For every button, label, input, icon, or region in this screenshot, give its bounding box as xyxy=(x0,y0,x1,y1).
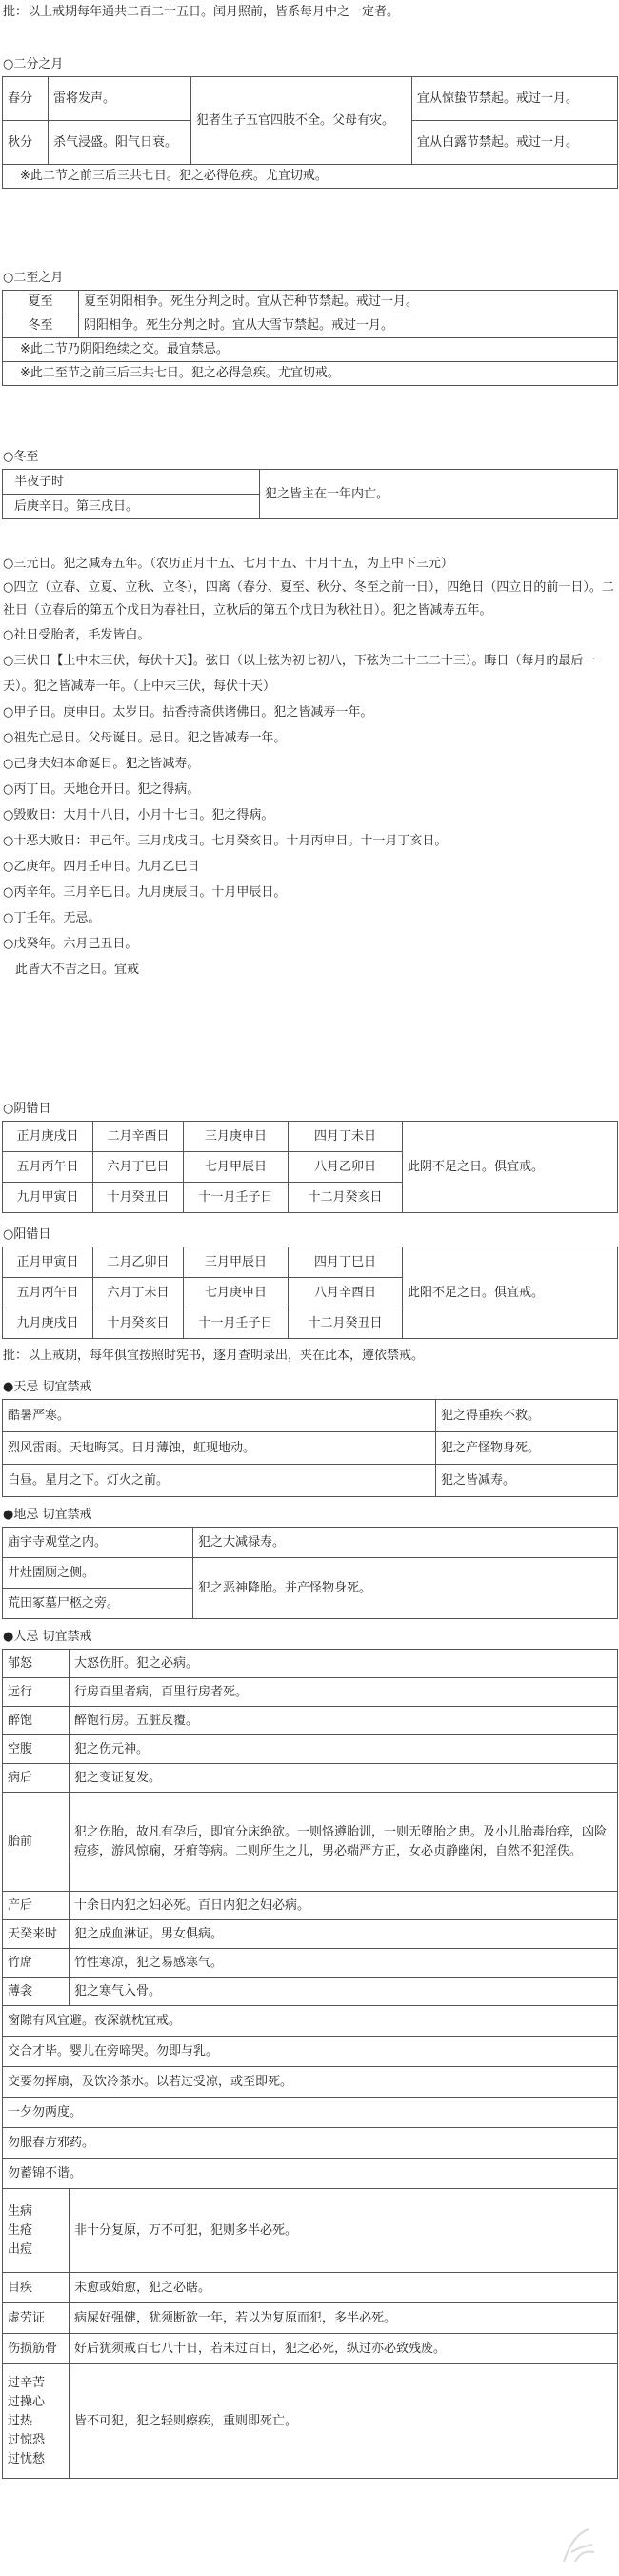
tianji-title: ●天忌 切宜禁戒 xyxy=(3,1380,92,1394)
yincuo-table xyxy=(2,1121,618,1213)
yincuo-cell: 五月丙午日 xyxy=(3,1152,93,1183)
pi-note: 批：以上戒期，每年俱宜按照时宪书，逐月查明录出，夹在此本，遵依禁戒。 xyxy=(3,1349,425,1363)
renji-last-name: 过辛苦 xyxy=(8,2375,46,2390)
erfen-desc: 杀气浸盛。阳气日衰。 xyxy=(49,121,191,165)
diji-rule: 犯之大减禄寿。 xyxy=(193,1528,618,1558)
yangcuo-cell: 十二月癸丑日 xyxy=(289,1308,403,1339)
header-note: 批：以上戒期每年通共二百二十五日。闰月照前，皆系每月中之一定者。 xyxy=(3,5,400,19)
erfen-ban: 宜从白露节禁起。戒过一月。 xyxy=(412,121,618,165)
yangcuo-cell: 六月丁未日 xyxy=(93,1278,184,1308)
renji-line: 勿蓄锦不谐。 xyxy=(3,2159,618,2189)
tianji-desc: 酷暑严寒。 xyxy=(3,1400,436,1432)
tianji-desc: 烈风雷雨。天地晦冥。日月薄蚀，虹现地动。 xyxy=(3,1432,436,1465)
renji-desc: 竹性寒凉，犯之易感寒气。 xyxy=(70,1949,618,1978)
renji-desc: 行房百里者病，百里行房者死。 xyxy=(70,1678,618,1707)
yangcuo-cell: 五月丙午日 xyxy=(3,1278,93,1308)
renji-sick-names xyxy=(3,2189,70,2273)
renji-desc: 犯之成血淋证。男女俱病。 xyxy=(70,1920,618,1949)
erzhi-name: 夏至 xyxy=(3,291,79,314)
tianji-table xyxy=(2,1399,618,1497)
yincuo-cell: 九月甲寅日 xyxy=(3,1183,93,1213)
renji-desc: 大怒伤肝。犯之必病。 xyxy=(70,1650,618,1678)
renji-desc: 醉饱行房。五脏反覆。 xyxy=(70,1707,618,1735)
renji-name: 郁怒 xyxy=(3,1650,70,1678)
list-item: ○己身夫妇本命诞日。犯之皆减寿。 xyxy=(3,757,200,771)
dongzhi-title: ○冬至 xyxy=(3,450,39,464)
yangcuo-cell: 十一月壬子日 xyxy=(184,1308,289,1339)
erfen-rule: 犯者生子五官四肢不全。父母有灾。 xyxy=(191,77,412,165)
yangcuo-cell: 三月甲辰日 xyxy=(184,1247,289,1278)
renji-line: 勿服春方邪药。 xyxy=(3,2128,618,2159)
renji-last-name: 过热 xyxy=(8,2413,33,2428)
renji-name: 空腹 xyxy=(3,1735,70,1764)
renji-last-name: 过惊恐 xyxy=(8,2432,46,2447)
renji-desc: 犯之伤胎，故凡有孕后，即宜分床绝欲。一则恪遵胎训，一则无堕胎之患。及小儿胎毒胎痒，凶险痘疹，游风惊痫，牙疳等病。二则所生之儿，男必端严方正，女必贞静幽闲，自然不犯淫佚。 xyxy=(70,1793,618,1892)
list-item: ○丙丁日。天地仓开日。犯之得病。 xyxy=(3,782,200,797)
renji-sick-name: 生病 xyxy=(8,2203,33,2219)
erzhi-desc: 阴阳相争。死生分判之时。宜从大雪节禁起。戒过一月。 xyxy=(79,314,618,338)
yincuo-cell: 十一月壬子日 xyxy=(184,1183,289,1213)
yincuo-rule: 此阴不足之日。俱宜戒。 xyxy=(403,1122,618,1213)
dongzhi-row: 后庚辛日。第三戌日。 xyxy=(3,495,260,519)
yincuo-cell: 十月癸丑日 xyxy=(93,1183,184,1213)
renji-desc: 未愈或始愈，犯之必瞎。 xyxy=(70,2273,618,2303)
erzhi-name: 冬至 xyxy=(3,314,79,338)
yincuo-cell: 正月庚戌日 xyxy=(3,1122,93,1152)
list-item: 此皆大不吉之日。宜戒 xyxy=(3,963,140,977)
diji-table xyxy=(2,1527,618,1619)
erzhi-desc: 夏至阴阳相争。死生分判之时。宜从芒种节禁起。戒过一月。 xyxy=(79,291,618,314)
yincuo-title: ○阴错日 xyxy=(3,1102,51,1116)
yincuo-cell: 三月庚申日 xyxy=(184,1122,289,1152)
tianji-rule: 犯之皆减寿。 xyxy=(436,1465,618,1497)
erzhi-note: ※此二至节之前三后三共七日。犯之必得急疾。尤宜切戒。 xyxy=(3,362,618,386)
renji-line: 交要勿挥扇，及饮冷茶水。以若过受凉，或至即死。 xyxy=(3,2067,618,2098)
renji-line: 交合才毕。婴儿在旁啼哭。勿即与乳。 xyxy=(3,2037,618,2067)
renji-name: 天癸来时 xyxy=(3,1920,70,1949)
yangcuo-cell: 七月庚申日 xyxy=(184,1278,289,1308)
erfen-ban: 宜从惊蛰节禁起。戒过一月。 xyxy=(412,77,618,121)
erzhi-table xyxy=(2,290,618,386)
tianji-desc: 白昼。星月之下。灯火之前。 xyxy=(3,1465,436,1497)
list-item: ○三伏日【上中末三伏，每伏十天】。弦日（以上弦为初七初八，下弦为二十二二十三）。晦日（每月的最后一天）。犯之皆减寿一年。（上中末三伏，每伏十天） xyxy=(3,654,596,694)
yincuo-cell: 八月乙卯日 xyxy=(289,1152,403,1183)
erfen-name: 春分 xyxy=(3,77,49,121)
erfen-desc: 雷将发声。 xyxy=(49,77,191,121)
yangcuo-rule: 此阳不足之日。俱宜戒。 xyxy=(403,1247,618,1339)
yangcuo-table xyxy=(2,1247,618,1339)
tianji-rule: 犯之得重疾不救。 xyxy=(436,1400,618,1432)
list-item: ○祖先亡忌日。父母诞日。忌日。犯之皆减寿一年。 xyxy=(3,731,287,745)
renji-desc: 犯之寒气入骨。 xyxy=(70,1978,618,2006)
yangcuo-title: ○阳错日 xyxy=(3,1227,51,1242)
renji-name: 远行 xyxy=(3,1678,70,1707)
renji-sick-desc: 非十分复原，万不可犯，犯则多半必死。 xyxy=(70,2189,618,2273)
list-item: ○乙庚年。四月壬申日。九月乙巳日 xyxy=(3,860,200,874)
yangcuo-cell: 九月庚戌日 xyxy=(3,1308,93,1339)
diji-row: 井灶圊厕之侧。 xyxy=(3,1558,193,1589)
dongzhi-row: 半夜子时 xyxy=(3,470,260,495)
renji-name: 虚劳证 xyxy=(3,2303,70,2334)
yangcuo-cell: 四月丁巳日 xyxy=(289,1247,403,1278)
renji-line: 窗隙有风宜避。夜深就枕宜戒。 xyxy=(3,2006,618,2037)
yincuo-cell: 六月丁巳日 xyxy=(93,1152,184,1183)
renji-name: 胎前 xyxy=(3,1793,70,1892)
yangcuo-cell: 八月辛酉日 xyxy=(289,1278,403,1308)
diji-row: 庙宇寺观堂之内。 xyxy=(3,1528,193,1558)
list-item: ○三元日。犯之减寿五年。（农历正月十五、七月十五、十月十五，为上中下三元） xyxy=(3,557,453,571)
calendar-list xyxy=(3,551,616,983)
list-item: ○丁壬年。无忌。 xyxy=(3,911,101,925)
yincuo-cell: 十二月癸亥日 xyxy=(289,1183,403,1213)
list-item: ○甲子日。庚申日。太岁日。拈香持斋供诸佛日。犯之皆减寿一年。 xyxy=(3,705,373,720)
renji-last-desc: 皆不可犯，犯之轻则瘵疾，重则即死亡。 xyxy=(70,2364,618,2479)
renji-name: 薄衾 xyxy=(3,1978,70,2006)
renji-desc: 犯之变证复发。 xyxy=(70,1764,618,1793)
renji-name: 伤损筋骨 xyxy=(3,2334,70,2364)
renji-name: 产后 xyxy=(3,1892,70,1920)
renji-desc: 病屎好强健，犹须断欲一年，若以为复原而犯，多半必死。 xyxy=(70,2303,618,2334)
erfen-footer: ※此二节之前三后三共七日。犯之必得危疾。尤宜切戒。 xyxy=(3,165,618,189)
renji-name: 病后 xyxy=(3,1764,70,1793)
yangcuo-cell: 正月甲寅日 xyxy=(3,1247,93,1278)
renji-desc: 犯之伤元神。 xyxy=(70,1735,618,1764)
renji-sick-name: 生疮 xyxy=(8,2222,33,2238)
dongzhi-rule: 犯之皆主在一年内亡。 xyxy=(260,470,618,519)
yangcuo-cell: 十月癸亥日 xyxy=(93,1308,184,1339)
list-item: ○戊癸年。六月己丑日。 xyxy=(3,937,138,951)
renji-last-names xyxy=(3,2364,70,2479)
list-item: ○四立（立春、立夏、立秋、立冬），四离（春分、夏至、秋分、冬至之前一日），四绝日（四立日的前一日）。二社日（立春后的第五个戊日为春社日，立秋后的第五个戊日为秋社日）。犯之皆减寿五年。 xyxy=(3,580,614,618)
renji-line: 一夕勿两度。 xyxy=(3,2098,618,2128)
diji-title: ●地忌 切宜禁戒 xyxy=(3,1508,92,1522)
list-item: ○毁败日：大月十八日，小月十七日。犯之得病。 xyxy=(3,808,274,822)
yincuo-cell: 四月丁未日 xyxy=(289,1122,403,1152)
renji-desc: 好后犹须戒百七八十日，若未过百日，犯之必死，纵过亦必致残废。 xyxy=(70,2334,618,2364)
renji-name: 醉饱 xyxy=(3,1707,70,1735)
renji-title: ●人忌 切宜禁戒 xyxy=(3,1630,92,1644)
erzhi-note: ※此二节乃阴阳绝续之交。最宜禁忌。 xyxy=(3,338,618,362)
list-item: ○社日受胎者，毛发皆白。 xyxy=(3,628,150,642)
diji-rule: 犯之恶神降胎。并产怪物身死。 xyxy=(193,1558,618,1619)
renji-last-name: 过忧愁 xyxy=(8,2451,46,2466)
renji-desc: 十余日内犯之妇必死。百日内犯之妇必病。 xyxy=(70,1892,618,1920)
yincuo-cell: 七月甲辰日 xyxy=(184,1152,289,1183)
yangcuo-cell: 二月乙卯日 xyxy=(93,1247,184,1278)
renji-table xyxy=(2,1649,618,2479)
renji-name: 竹席 xyxy=(3,1949,70,1978)
diji-row: 荒田冢墓尸柩之旁。 xyxy=(3,1589,193,1619)
renji-sick-name: 出痘 xyxy=(8,2241,33,2257)
list-item: ○十恶大败日：甲己年。三月戊戌日。七月癸亥日。十月丙申日。十一月丁亥日。 xyxy=(3,834,448,848)
renji-last-name: 过操心 xyxy=(8,2394,46,2409)
tianji-rule: 犯之产怪物身死。 xyxy=(436,1432,618,1465)
erfen-table xyxy=(2,76,618,189)
erfen-title: ○二分之月 xyxy=(3,57,64,71)
list-item: ○丙辛年。三月辛巳日。九月庚辰日。十月甲辰日。 xyxy=(3,885,287,900)
erfen-name: 秋分 xyxy=(3,121,49,165)
yincuo-cell: 二月辛酉日 xyxy=(93,1122,184,1152)
watermark-logo-icon xyxy=(554,2524,600,2569)
dongzhi-table xyxy=(2,469,618,519)
renji-name: 目疾 xyxy=(3,2273,70,2303)
erzhi-title: ○二至之月 xyxy=(3,271,64,285)
